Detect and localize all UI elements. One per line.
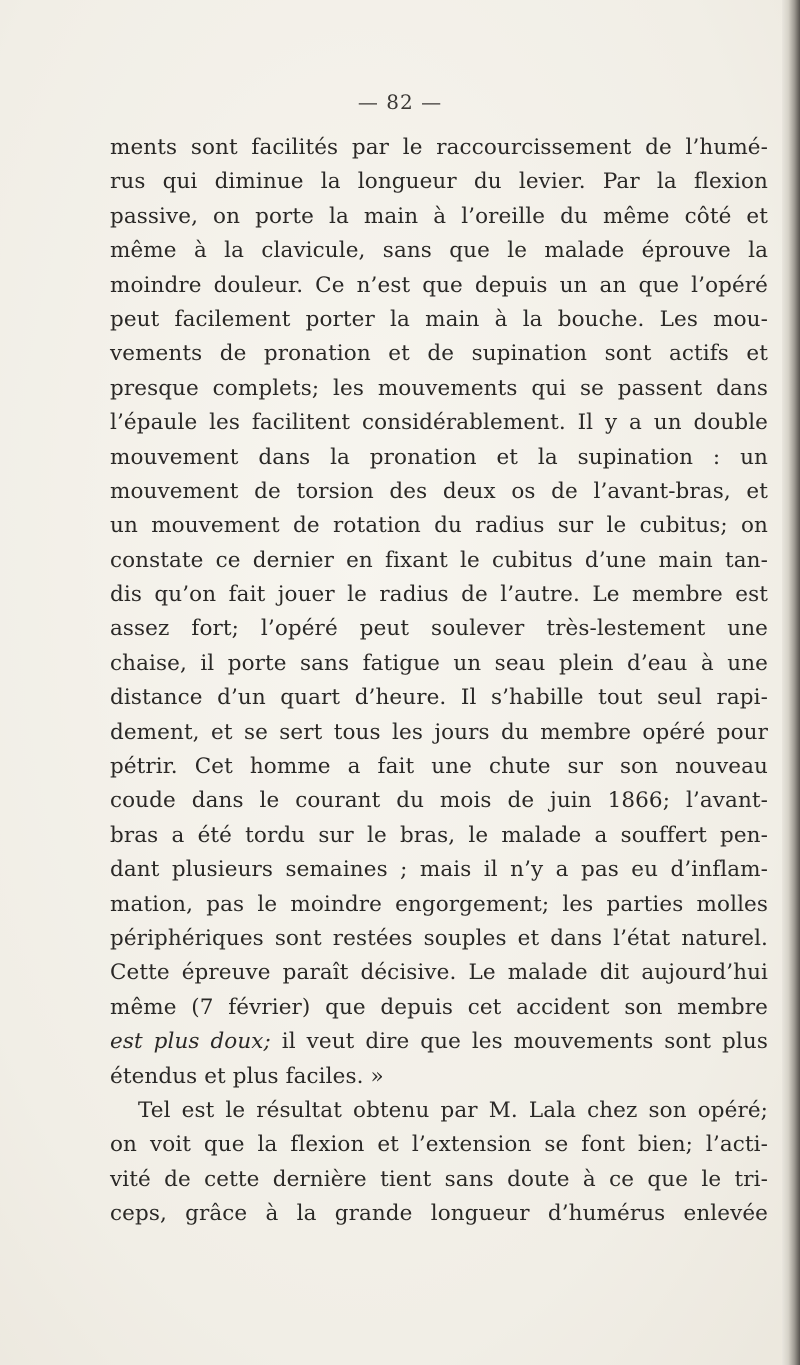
text-line: mouvement de torsion des deux os de l’avant-bras, et	[110, 478, 768, 504]
text-line-rest: il veut dire que les mouvements sont plus	[270, 1029, 768, 1055]
text-line: peut facilement porter la main à la bouche. Les mou-	[110, 306, 768, 332]
text-line: vements de pronation et de supination sont actifs et	[110, 341, 768, 367]
text-line: un mouvement de rotation du radius sur le cubitus; on	[110, 513, 768, 539]
body-text	[110, 131, 768, 1232]
text-line: pétrir. Cet homme a fait une chute sur son nouveau	[110, 754, 768, 780]
text-line: distance d’un quart d’heure. Il s’habille tout seul rapi-	[110, 685, 768, 711]
text-line: dant plusieurs semaines ; mais il n’y a pas eu d’inflam-	[110, 857, 768, 883]
text-line: assez fort; l’opéré peut soulever très-lestement une	[110, 616, 768, 642]
text-line: Cette épreuve paraît décisive. Le malade dit aujourd’hui	[110, 960, 768, 986]
paragraph-start-line: Tel est le résultat obtenu par M. Lala chez son opéré;	[138, 1097, 768, 1123]
text-line: périphériques sont restées souples et dans l’état naturel.	[110, 925, 768, 951]
text-line: vité de cette dernière tient sans doute à ce que le tri-	[110, 1166, 768, 1192]
paragraph-end-line: étendus et plus faciles. »	[110, 1063, 384, 1089]
text-line: moindre douleur. Ce n’est que depuis un an que l’opéré	[110, 272, 768, 298]
text-line: coude dans le courant du mois de juin 1866; l’avant-	[110, 788, 768, 814]
text-line: on voit que la flexion et l’extension se font bien; l’acti-	[110, 1132, 768, 1158]
text-line: bras a été tordu sur le bras, le malade a souffert pen-	[110, 822, 768, 848]
text-line: mouvement dans la pronation et la supination : un	[110, 444, 768, 470]
page-number: — 82 —	[357, 90, 443, 114]
text-line: constate ce dernier en fixant le cubitus d’une main tan-	[110, 547, 768, 573]
text-line: chaise, il porte sans fatigue un seau plein d’eau à une	[110, 650, 768, 676]
italic-phrase: est plus doux;	[110, 1029, 271, 1055]
text-line: l’épaule les facilitent considérablement. Il y a un double	[110, 410, 768, 436]
text-line: même (7 février) que depuis cet accident son membre	[110, 994, 768, 1020]
text-line-italic	[110, 1025, 768, 1059]
text-line: ceps, grâce à la grande longueur d’humérus enlevée	[110, 1201, 768, 1227]
text-line: mation, pas le moindre engorgement; les parties molles	[110, 891, 768, 917]
page-edge-shadow	[782, 0, 800, 1365]
text-line: dis qu’on fait jouer le radius de l’autre. Le membre est	[110, 582, 768, 608]
text-line: presque complets; les mouvements qui se passent dans	[110, 375, 768, 401]
text-line: dement, et se sert tous les jours du membre opéré pour	[110, 719, 768, 745]
text-line: passive, on porte la main à l’oreille du même côté et	[110, 203, 768, 229]
text-line: rus qui diminue la longueur du levier. Par la flexion	[110, 169, 768, 195]
text-line: ments sont facilités par le raccourcissement de l’humé-	[110, 135, 768, 160]
text-line: même à la clavicule, sans que le malade éprouve la	[110, 238, 768, 264]
